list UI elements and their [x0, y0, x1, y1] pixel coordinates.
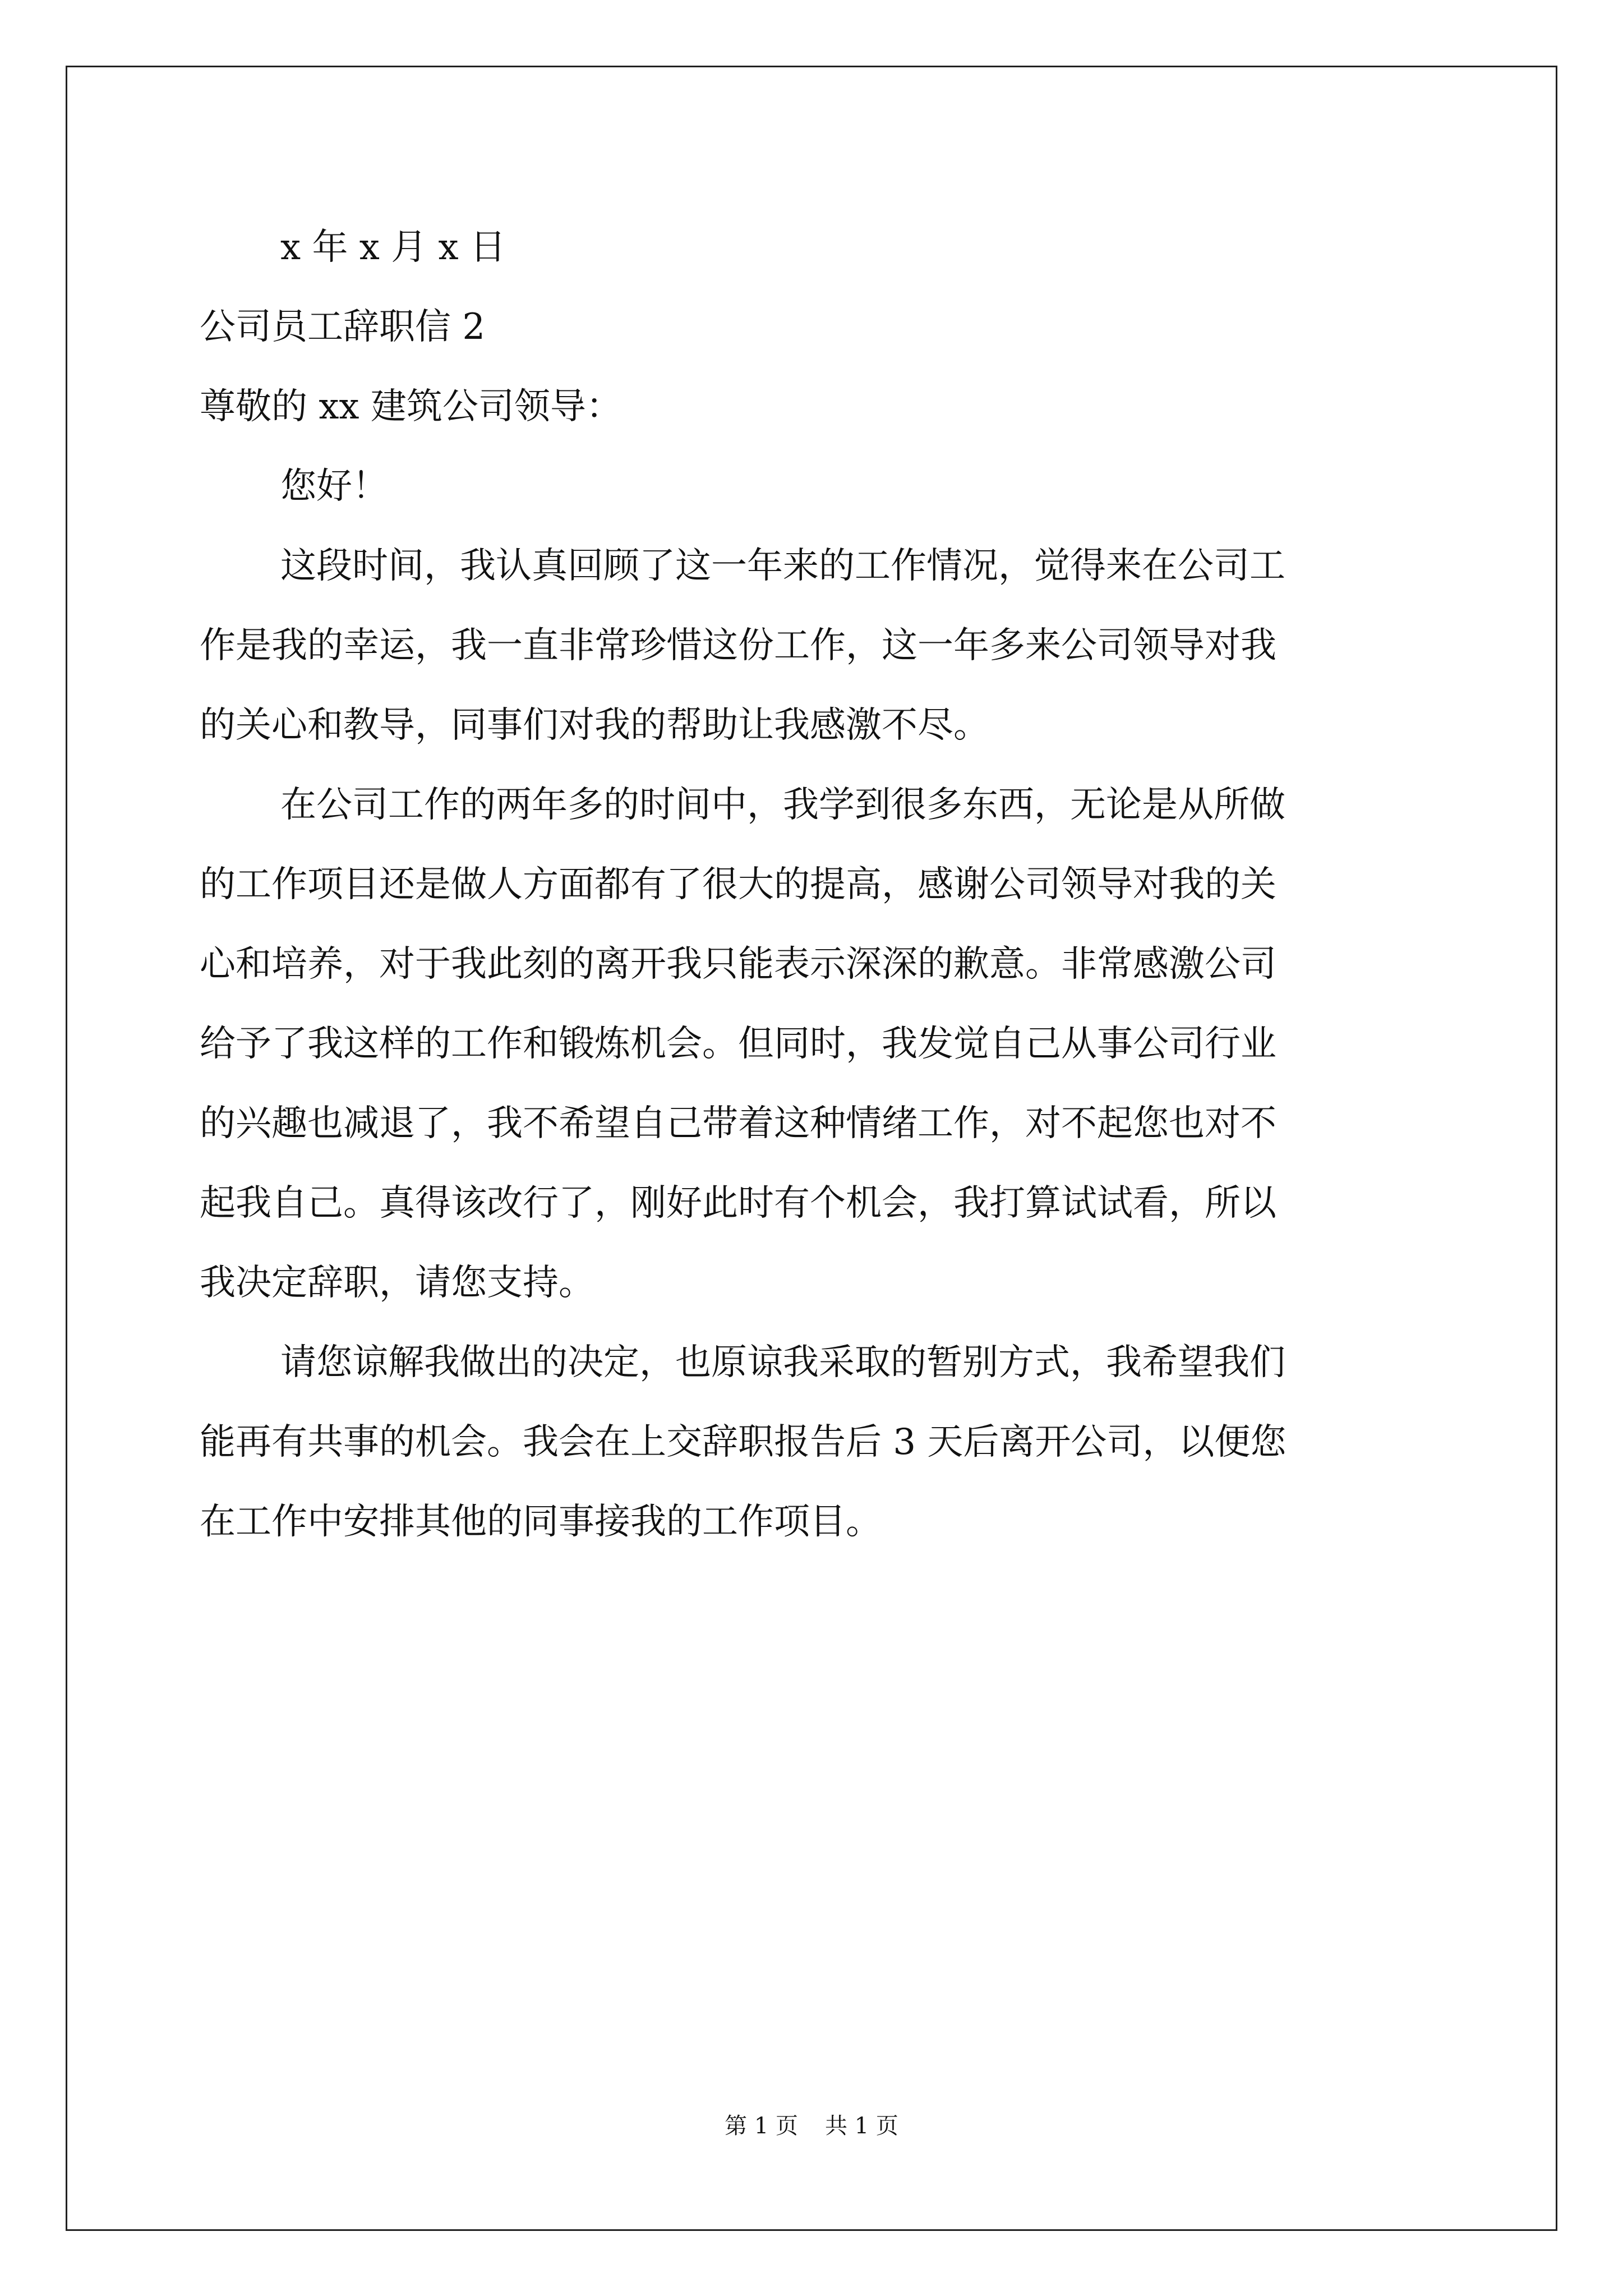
page-footer: [0, 2109, 1623, 2143]
paragraph-1: [200, 526, 1429, 765]
page-number-current: 第 1 页: [725, 2113, 798, 2139]
page-number-total: 共 1 页: [825, 2113, 898, 2139]
paragraph-line: 起我自己。真得该改行了，刚好此时有个机会，我打算试试看，所以: [200, 1182, 1276, 1224]
paragraph-line: 我决定辞职，请您支持。: [200, 1262, 594, 1304]
paragraph-line: 的工作项目还是做人方面都有了很大的提高，感谢公司领导对我的关: [200, 864, 1276, 905]
paragraph-line: 的兴趣也减退了，我不希望自己带着这种情绪工作，对不起您也对不: [200, 1103, 1276, 1144]
paragraph-line: 作是我的幸运，我一直非常珍惜这份工作，这一年多来公司领导对我: [200, 625, 1276, 666]
paragraph-line: 给予了我这样的工作和锻炼机会。但同时，我发觉自己从事公司行业: [200, 1023, 1276, 1065]
salutation: 尊敬的 xx 建筑公司领导：: [200, 386, 622, 427]
paragraph-3: [200, 1323, 1429, 1562]
paragraph-line: 这段时间，我认真回顾了这一年来的工作情况，觉得来在公司工: [280, 545, 1285, 587]
paragraph-line: 请您谅解我做出的决定，也原谅我采取的暂别方式，我希望我们: [280, 1342, 1285, 1383]
paragraph-line: 的关心和教导，同事们对我的帮助让我感激不尽。: [200, 705, 989, 746]
document-title: 公司员工辞职信 2: [200, 306, 486, 348]
greeting: 您好！: [280, 466, 388, 507]
paragraph-line: 能再有共事的机会。我会在上交辞职报告后 3 天后离开公司，以便您: [200, 1421, 1287, 1463]
paragraph-2: [200, 765, 1429, 1323]
paragraph-line: 心和培养，对于我此刻的离开我只能表示深深的歉意。非常感激公司: [200, 944, 1276, 985]
date-line: x 年 x 月 x 日: [280, 227, 506, 268]
document-body: [200, 208, 1429, 1562]
paragraph-line: 在工作中安排其他的同事接我的工作项目。: [200, 1501, 882, 1543]
paragraph-line: 在公司工作的两年多的时间中，我学到很多东西，无论是从所做: [280, 784, 1285, 826]
